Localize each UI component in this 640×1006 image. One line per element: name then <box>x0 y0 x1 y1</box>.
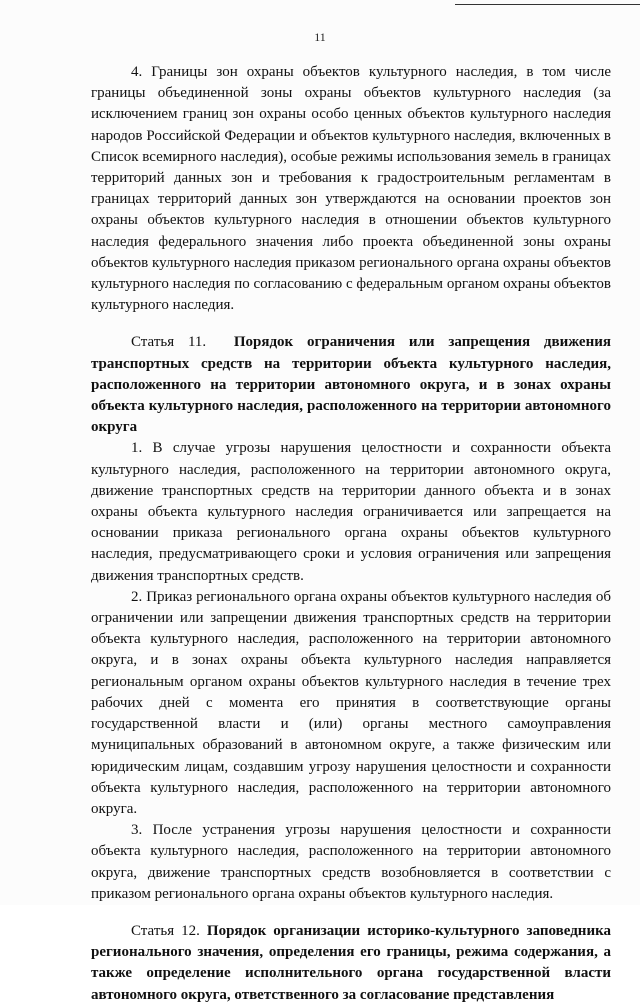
article-11-item-3: 3. После устранения угрозы нарушения целостности и сохранности объекта культурного наследия, расположенного на территории автономного округа, движение транспортных средств возобновляется в соответствии с приказом регионального органа охраны объектов культурного наследия. <box>91 822 611 902</box>
article-11-title: Порядок ограничения или запрещения движения транспортных средств на территории объекта культурного наследия, расположенного на территории автономного округа, и в зонах охраны объекта культурного наследия, расположенного на территории автономного округа <box>91 334 611 436</box>
paragraph-4: 4. Границы зон охраны объектов культурного наследия, в том числе границы объединенной зоны охраны объектов культурного наследия (за исключением границ зон охраны особо ценных объектов культурного наследия народов Российской Федерации и объектов культурного наследия, включенных в Список всемирного наследия), особые режимы использования земель в границах территорий данных зон и требования к градостроительным регламентам в границах территорий данных зон утверждаются на основании проектов зон охраны объектов культурного наследия в отношении объектов культурного наследия федерального значения либо проекта объединенной зоны охраны объектов культурного наследия приказом регионального органа охраны объектов культурного наследия по согласованию с федеральным органом охраны объектов культурного наследия. <box>91 64 611 314</box>
article-11-item-1: 1. В случае угрозы нарушения целостности и сохранности объекта культурного наследия, расположенного на территории автономного округа, движение транспортных средств на территории данного объекта и в зонах охраны объекта культурного наследия ограничивается или запрещается на основании приказа регионального органа охраны объектов культурного наследия, предусматривающего сроки и условия ограничения или запрещения движения транспортных средств. <box>91 440 611 584</box>
article-11-item-2: 2. Приказ регионального органа охраны объектов культурного наследия об ограничении или запрещении движения транспортных средств на территории объекта культурного наследия, расположенного на территории автономного округа, и в зонах охраны объекта культурного наследия направляется региональным органом охраны объектов культурного наследия в течение трех рабочих дней с момента его принятия в соответствующие органы государственной власти и (или) органы местного самоуправления муниципальных образований в автономном округе, а также физическим или юридическим лицам, создавшим угрозу нарушения целостности и сохранности объекта культурного наследия, расположенного на территории автономного округа. <box>91 588 611 817</box>
article-11-label: Статья 11. <box>131 334 207 351</box>
article-11-heading <box>91 332 611 438</box>
spacer <box>91 316 611 332</box>
article-12-title: Порядок организации историко-культурного заповедника регионального значения, определения его границы, режима содержания, а также определение исполнительного органа государственной власти автономного округа, ответственного за согласование представления <box>91 922 611 1003</box>
page-number: 11 <box>314 30 326 44</box>
article-12-heading <box>91 921 611 1006</box>
spacer <box>91 905 611 921</box>
document-body <box>91 62 611 1006</box>
header-rule <box>455 4 640 5</box>
article-12-label: Статья 12. <box>131 922 200 939</box>
